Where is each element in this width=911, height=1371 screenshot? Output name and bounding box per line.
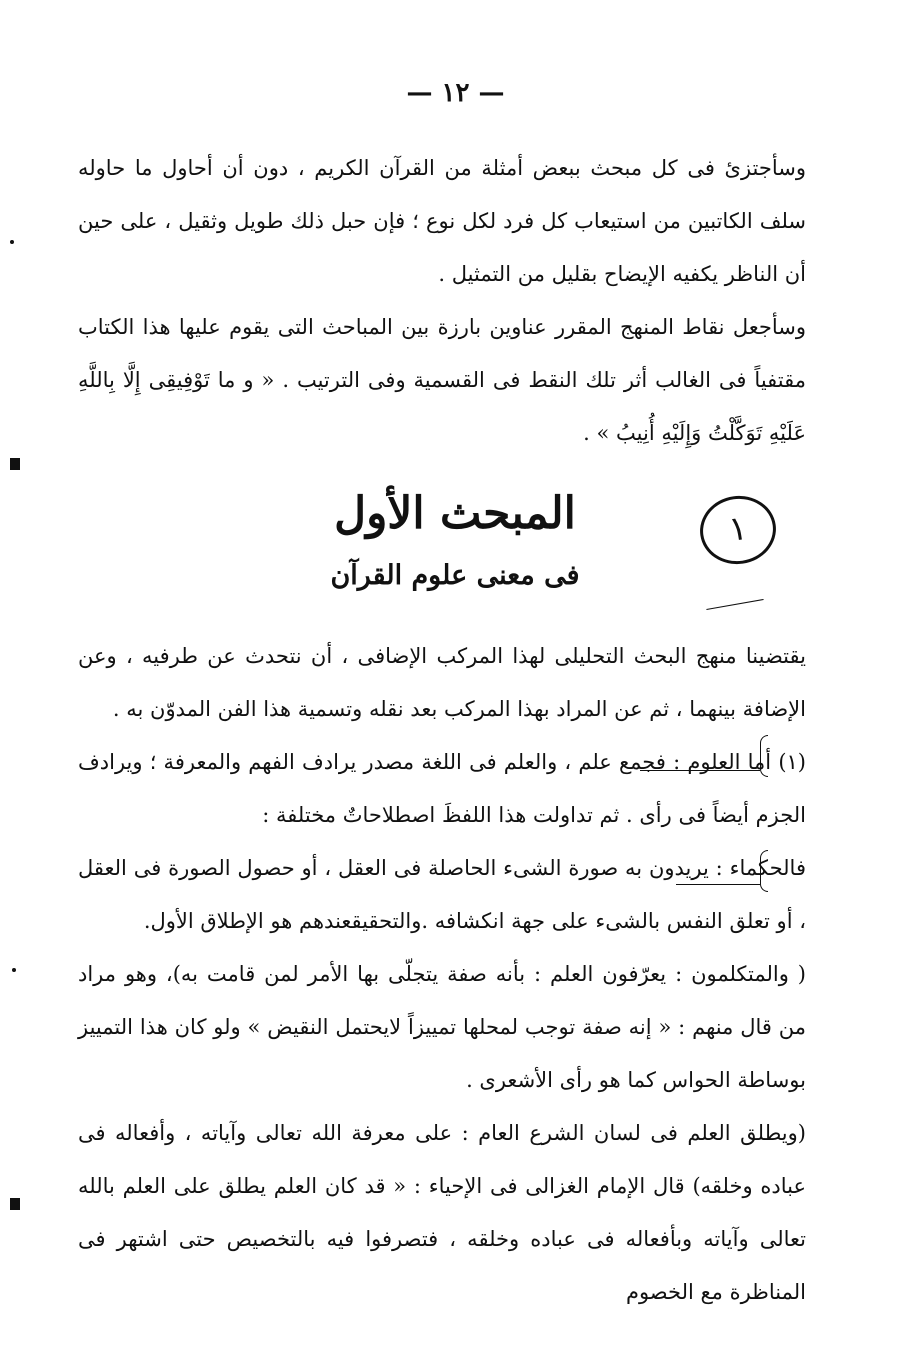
section-subtitle: فى معنى علوم القرآن <box>330 560 580 591</box>
body-paragraph: (ويطلق العلم فى لسان الشرع العام : على معرفة الله تعالى وآياته ، وأفعاله فى عباده وخلقه) قال الإمام الغزالى فى الإحياء : « قد كان العلم يطلق على العلم بالله تعالى وآياته وبأفعاله فى عباده وخلقه ، فتصرفوا فيه بالتخصيص حتى اشتهر فى المناظرة مع الخصوم <box>78 1121 806 1304</box>
body-paragraph: فالحكماء : يريدون به صورة الشىء الحاصلة فى العقل ، أو حصول الصورة فى العقل ، أو تعلق النفس بالشىء على جهة انكشافه .والتحقيقعندهم هو الإطلاق الأول. <box>78 856 806 933</box>
page-number: — ١٢ — <box>406 78 505 108</box>
bracket-mark <box>760 735 768 777</box>
underline-mark <box>640 770 760 771</box>
section-title: المبحث الأول <box>334 488 576 539</box>
bracket-mark <box>760 850 768 892</box>
margin-tick-icon <box>10 1198 20 1210</box>
intro-paragraph: وسأجتزئ فى كل مبحث ببعض أمثلة من القرآن الكريم ، دون أن أحاول ما حاوله سلف الكاتبين من استيعاب كل فرد لكل نوع ؛ فإن حبل ذلك طويل وثقيل ، على حين أن الناظر يكفيه الإيضاح بقليل من التمثيل . <box>78 156 806 286</box>
margin-dot-icon <box>10 240 14 244</box>
body-paragraph: (١) أما العلوم : فجمع علم ، والعلم فى اللغة مصدر يرادف الفهم والمعرفة ؛ ويرادف الجزم أيضاً فى رأى . ثم تداولت هذا اللفظَ اصطلاحاتٌ مختلفة : <box>78 750 806 827</box>
body-text <box>78 630 806 1319</box>
body-paragraph: يقتضينا منهج البحث التحليلى لهذا المركب الإضافى ، أن نتحدث عن طرفيه ، وعن الإضافة بينهما ، ثم عن المراد بهذا المركب بعد نقله وتسمية هذا الفن المدوّن به . <box>78 644 806 721</box>
margin-dot-icon <box>12 968 16 972</box>
intro-text <box>78 142 806 460</box>
underline-mark <box>676 884 760 885</box>
body-paragraph: ( والمتكلمون : يعرّفون العلم : بأنه صفة يتجلّى بها الأمر لمن قامت به)، وهو مراد من قال منهم : « إنه صفة توجب لمحلها تمييزاً لايحتمل النقيض » ولو كان هذا التمييز بوساطة الحواس كما هو رأى الأشعرى . <box>78 962 806 1092</box>
handwritten-stroke <box>706 599 763 610</box>
intro-paragraph: وسأجعل نقاط المنهج المقرر عناوين بارزة بين المباحث التى يقوم عليها هذا الكتاب مقتفياً فى الغالب أثر تلك النقط فى القسمية وفى الترتيب . « و ما تَوْفِيقِى إِلَّا بِاللَّهِ عَلَيْهِ تَوَكَّلْتُ وَإِلَيْهِ أُنِيبُ » . <box>78 315 806 445</box>
margin-tick-icon <box>10 458 20 470</box>
section-marker-circle: ١ <box>696 491 781 569</box>
